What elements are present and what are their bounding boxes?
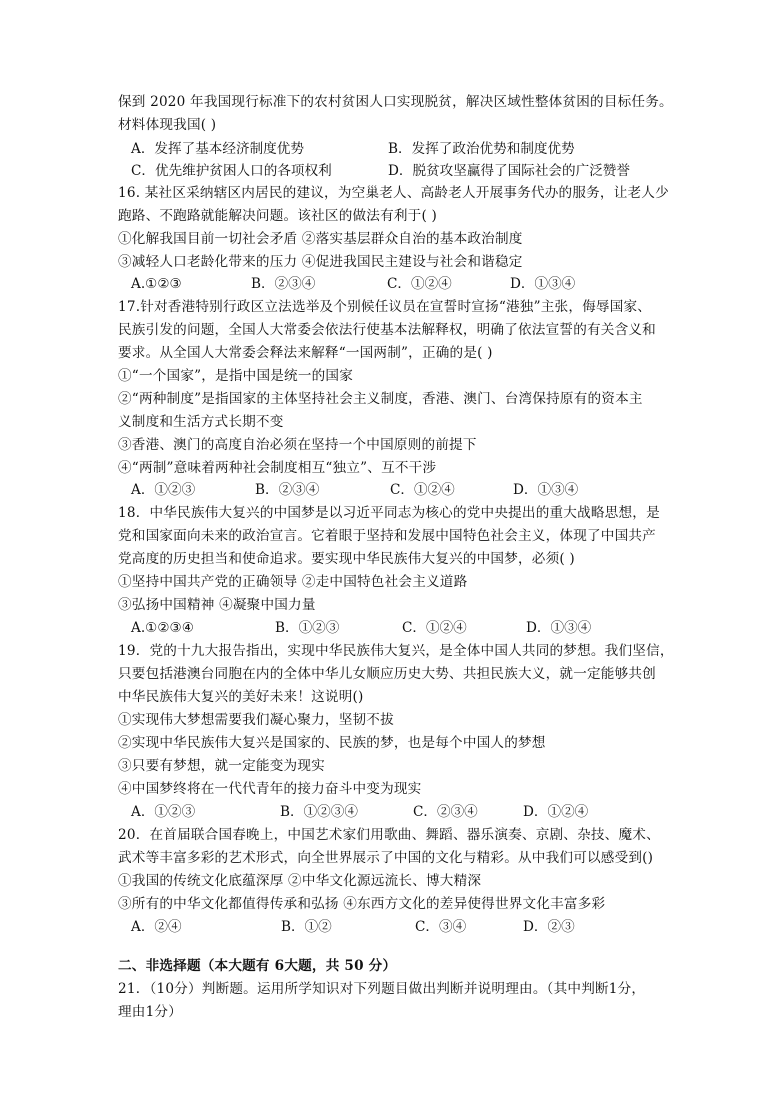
text-line: 跑路、不跑路就能解决问题。该社区的做法有利于( ) — [118, 208, 437, 224]
option-d: D．脱贫攻坚赢得了国际社会的广泛赞誉 — [388, 163, 630, 179]
statement-line: ①实现伟大梦想需要我们凝心聚力，坚韧不拔 — [118, 712, 394, 728]
option-d: D．②③ — [523, 919, 575, 935]
statement-line: ①我国的传统文化底蕴深厚 ②中华文化源远流长、博大精深 — [118, 873, 482, 889]
section-heading: 二、非选择题（本大题有 6大题，共 50 分） — [118, 958, 397, 974]
option-a: A．②④ — [131, 919, 182, 935]
question-20: 20．在首届联合国春晚上，中国艺术家们用歌曲、舞蹈、器乐演奏、京剧、杂技、魔术、 — [118, 827, 660, 843]
text-line: 材料体现我国( ) — [118, 117, 217, 133]
text-line: 保到 2020 年我国现行标准下的农村贫困人口实现脱贫，解决区域性整体贫困的目标任务。 — [118, 94, 673, 110]
option-d: D．①③④ — [510, 276, 576, 292]
option-d: D．①②④ — [523, 804, 589, 820]
option-b: B．①②③④ — [280, 804, 358, 820]
option-b: B．①②③ — [275, 620, 340, 636]
statement-line: ②实现中华民族伟大复兴是国家的、民族的梦，也是每个中国人的梦想 — [118, 735, 546, 751]
text-line: 武术等丰富多彩的艺术形式，向全世界展示了中国的文化与精彩。从中我们可以感受到() — [118, 850, 654, 866]
option-a: A.①②③ — [131, 276, 182, 292]
statement-line: 义制度和生活方式长期不变 — [118, 414, 284, 430]
question-19: 19．党的十九大报告指出，实现中华民族伟大复兴，是全体中国人共同的梦想。我们坚信， — [118, 643, 674, 659]
question-21: 21．（10分）判断题。运用所学知识对下列题目做出判断并说明理由。（其中判断1分， — [118, 981, 646, 997]
option-a: A．发挥了基本经济制度优势 — [131, 141, 304, 157]
text-line: 党和国家面向未来的政治宣言。它着眼于坚持和发展中国特色社会主义，体现了中国共产 — [118, 528, 656, 544]
text-line: 党高度的历史担当和使命追求。要实现中华民族伟大复兴的中国梦，必须( ) — [118, 551, 575, 567]
statement-line: ③弘扬中国精神 ④凝聚中国力量 — [118, 597, 316, 613]
statement-line: ①“一个国家”，是指中国是统一的国家 — [118, 368, 353, 384]
option-d: D．①③④ — [526, 620, 592, 636]
statement-line: ②“两种制度”是指国家的主体坚持社会主义制度，香港、澳门、台湾保持原有的资本主 — [118, 391, 643, 407]
option-a: A．①②③ — [131, 804, 196, 820]
text-line: 只要包括港澳台同胞在内的全体中华儿女顺应历史大势、共担民族大义，就一定能够共创 — [118, 666, 656, 682]
statement-line: ③所有的中华文化都值得传承和弘扬 ④东西方文化的差异使得世界文化丰富多彩 — [118, 896, 606, 912]
option-c: C．③④ — [415, 919, 467, 935]
option-c: C．①②④ — [387, 276, 452, 292]
text-line: 理由1分） — [118, 1004, 183, 1020]
text-line: 要求。从全国人大常委会释法来解释“一国两制”，正确的是( ) — [118, 345, 493, 361]
text-line: 民族引发的问题，全国人大常委会依法行使基本法解释权，明确了依法宣誓的有关含义和 — [118, 322, 656, 338]
option-c: C．①②④ — [402, 620, 467, 636]
option-c: C．优先维护贫困人口的各项权利 — [131, 163, 332, 179]
statement-line: ③香港、澳门的高度自治必须在坚持一个中国原则的前提下 — [118, 437, 477, 453]
statement-line: ①化解我国目前一切社会矛盾 ②落实基层群众自治的基本政治制度 — [118, 231, 523, 247]
option-c: C．①②④ — [390, 482, 455, 498]
option-c: C．②③④ — [413, 804, 478, 820]
text-line: 中华民族伟大复兴的美好未来！这说明() — [118, 689, 364, 705]
option-b: B．②③④ — [255, 482, 320, 498]
option-b: B．①② — [281, 919, 332, 935]
statement-line: ③只要有梦想，就一定能变为现实 — [118, 758, 325, 774]
option-a: A.①②③④ — [131, 620, 194, 636]
option-d: D．①③④ — [513, 482, 579, 498]
question-18: 18．中华民族伟大复兴的中国梦是以习近平同志为核心的党中央提出的重大战略思想，是 — [118, 505, 660, 521]
statement-line: ④中国梦终将在一代代青年的接力奋斗中变为现实 — [118, 781, 422, 797]
statement-line: ①坚持中国共产党的正确领导 ②走中国特色社会主义道路 — [118, 574, 468, 590]
option-b: B．发挥了政治优势和制度优势 — [388, 141, 575, 157]
statement-line: ④“两制”意味着两种社会制度相互“独立”、互不干涉 — [118, 460, 437, 476]
option-b: B．②③④ — [251, 276, 316, 292]
question-16: 16. 某社区采纳辖区内居民的建议，为空巢老人、高龄老人开展事务代办的服务，让老人少 — [118, 185, 669, 201]
statement-line: ③减轻人口老龄化带来的压力 ④促进我国民主建设与社会和谐稳定 — [118, 254, 523, 270]
option-a: A．①②③ — [131, 482, 196, 498]
question-17: 17.针对香港特别行政区立法选举及个别候任议员在宣誓时宣扬“港独”主张，侮辱国家、 — [118, 299, 652, 315]
